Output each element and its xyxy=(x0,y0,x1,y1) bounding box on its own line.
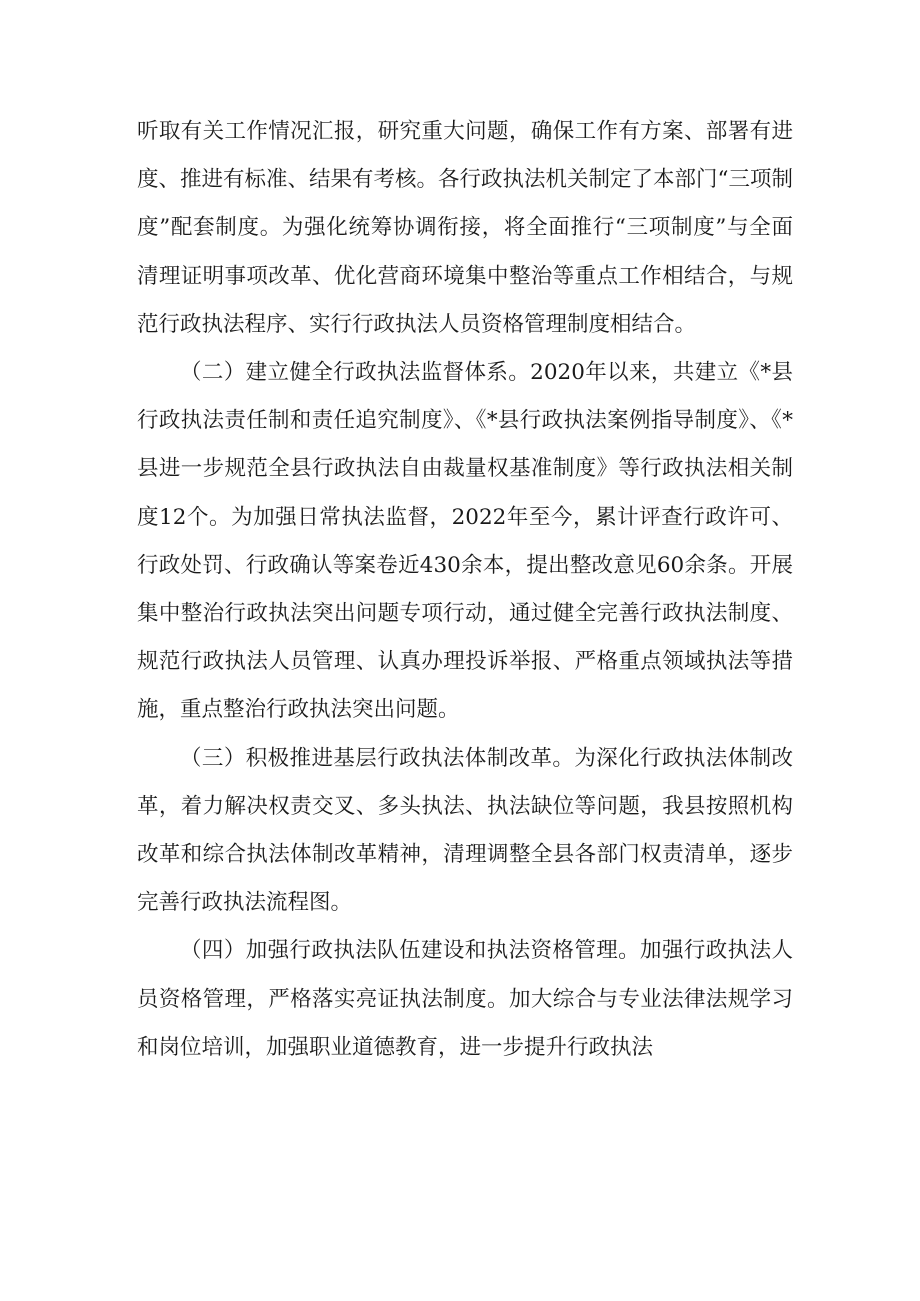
paragraph-grassroots-reform: （三）积极推进基层行政执法体制改革。为深化行政执法体制改革，着力解决权责交叉、多头执法、执法缺位等问题，我县按照机构改革和综合执法体制改革精神，清理调整全县各部门权责清单，逐步完善行政执法流程图。 xyxy=(137,745,793,916)
document-body xyxy=(137,108,793,1072)
paragraph-continuation: 听取有关工作情况汇报，研究重大问题，确保工作有方案、部署有进度、推进有标准、结果有考核。各行政执法机关制定了本部门“三项制度”配套制度。为强化统筹协调衔接，将全面推行“三项制度”与全面清理证明事项改革、优化营商环境集中整治等重点工作相结合，与规范行政执法程序、实行行政执法人员资格管理制度相结合。 xyxy=(137,119,793,337)
paragraph-team-building: （四）加强行政执法队伍建设和执法资格管理。加强行政执法人员资格管理，严格落实亮证执法制度。加大综合与专业法律法规学习和岗位培训，加强职业道德教育，进一步提升行政执法 xyxy=(137,938,793,1060)
paragraph-supervision-system: （二）建立健全行政执法监督体系。2020年以来，共建立《*县行政执法责任制和责任追究制度》、《*县行政执法案例指导制度》、《*县进一步规范全县行政执法自由裁量权基准制度》等行政执法相关制度12个。为加强日常执法监督，2022年至今，累计评查行政许可、行政处罚、行政确认等案卷近430余本，提出整改意见60余条。开展集中整治行政执法突出问题专项行动，通过健全完善行政执法制度、规范行政执法人员管理、认真办理投诉举报、严格重点领域执法等措施，重点整治行政执法突出问题。 xyxy=(137,360,793,723)
